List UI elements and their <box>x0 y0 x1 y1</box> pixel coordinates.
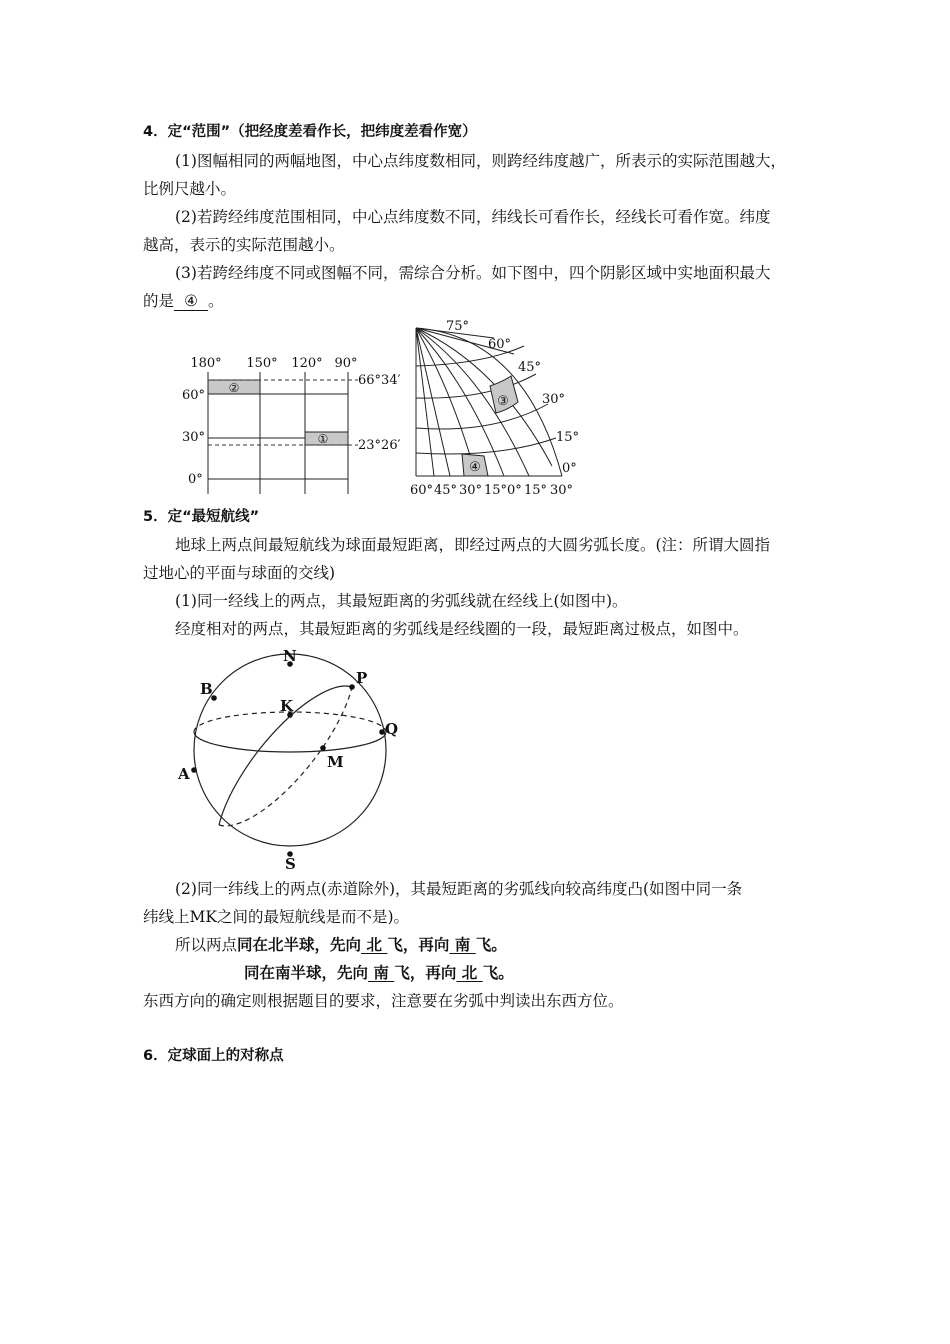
point-m <box>320 745 326 751</box>
rule-prefix: 所以两点 <box>175 936 238 954</box>
south-rule-a: 同在南半球，先向 <box>244 963 369 982</box>
north-rule-b: 飞，再向 <box>387 935 450 954</box>
polar-lat-0: 0° <box>562 461 577 476</box>
lat-label-0: 0° <box>188 472 203 487</box>
paragraph-5-2: (1)同一经线上的两点，其最短距离的劣弧线就在经线上(如图中)。 <box>175 592 628 610</box>
region-2-label: ② <box>228 381 240 395</box>
polar-lat-15: 15° <box>556 430 580 445</box>
region-4-label: ④ <box>469 460 481 475</box>
lat-label-30: 30° <box>182 430 206 445</box>
answer-blank: ④ <box>174 292 208 311</box>
north-dir-1: 北 <box>366 935 382 954</box>
tropic-label: 23°26′ <box>358 438 401 453</box>
polar-lat-75: 75° <box>446 319 470 334</box>
south-rule-c: 飞。 <box>482 963 514 982</box>
polar-lat-30: 30° <box>542 392 566 407</box>
lon-label-150: 150° <box>246 356 278 371</box>
region-1-label: ① <box>317 432 329 446</box>
paragraph-5-5: 东西方向的确定则根据题目的要求，注意要在劣弧中判读出东西方位。 <box>143 992 624 1010</box>
polar-quadrant-figure <box>404 316 604 502</box>
arctic-circle-label: 66°34′ <box>358 373 401 388</box>
paragraph-4-2-line1: (2)若跨经纬度范围相同，中心点纬度数不同，纬线长可看作长，经线长可看作宽。纬度 <box>175 208 771 226</box>
paragraph-4-1-line2: 比例尺越小。 <box>143 180 237 198</box>
point-a <box>191 767 197 773</box>
south-rule-b: 飞，再向 <box>394 963 457 982</box>
label-s: S <box>285 855 296 873</box>
paragraph-5-1-line2: 过地心的平面与球面的交线) <box>143 564 336 582</box>
northern-hemisphere-rule <box>175 934 507 956</box>
equator-front <box>194 732 386 752</box>
paragraph-4-3-line2 <box>143 290 224 312</box>
point-p <box>349 684 355 690</box>
label-a: A <box>178 765 190 783</box>
region-3-label: ③ <box>497 394 509 409</box>
polar-lon-60: 60° <box>410 483 434 498</box>
polar-lat-60: 60° <box>488 337 512 352</box>
polar-lon-45: 45° <box>434 483 458 498</box>
label-n: N <box>283 647 297 665</box>
polar-lon-15e: 15° <box>524 483 548 498</box>
paragraph-5-3: 经度相对的两点，其最短距离的劣弧线是经线圈的一段，最短距离过极点，如图中。 <box>175 620 749 638</box>
polar-lat-45: 45° <box>518 360 542 375</box>
paragraph-4-2-line2: 越高，表示的实际范围越小。 <box>143 236 345 254</box>
paragraph-5-1-line1: 地球上两点间最短航线为球面最短距离，即经过两点的大圆劣弧长度。(注：所谓大圆指 <box>175 536 771 554</box>
label-p: P <box>356 669 368 687</box>
north-rule-a: 同在北半球，先向 <box>237 935 362 954</box>
polar-lon-30: 30° <box>459 483 483 498</box>
paragraph-4-1-line1: (1)图幅相同的两幅地图，中心点纬度数相同，则跨经纬度越广，所表示的实际范围越大， <box>175 152 786 170</box>
southern-hemisphere-rule <box>244 962 514 984</box>
lon-label-180: 180° <box>190 356 222 371</box>
paragraph-5-4-line1: (2)同一纬线上的两点(赤道除外)，其最短距离的劣弧线向较高纬度凸(如图中同一条 <box>175 880 743 898</box>
answer-prefix: 的是 <box>143 292 175 310</box>
section-4-heading: 4．定“范围”（把经度差看作长，把纬度差看作宽） <box>143 124 477 140</box>
north-dir-2: 南 <box>454 935 471 954</box>
south-dir-2: 北 <box>461 963 478 982</box>
point-q <box>379 729 385 735</box>
north-rule-c: 飞。 <box>475 935 507 954</box>
section-6-heading: 6．定球面上的对称点 <box>143 1048 284 1064</box>
sphere-great-circle-figure <box>172 644 412 874</box>
label-k: K <box>280 697 294 715</box>
label-m: M <box>327 753 344 771</box>
section-5-heading: 5．定“最短航线” <box>143 509 260 525</box>
polar-lon-30e: 30° <box>550 483 574 498</box>
label-q: Q <box>385 720 399 738</box>
answer-suffix: 。 <box>208 292 224 310</box>
lon-label-90: 90° <box>334 356 358 371</box>
lon-label-120: 120° <box>291 356 323 371</box>
paragraph-4-3-line1: (3)若跨经纬度不同或图幅不同，需综合分析。如下图中，四个阴影区域中实地面积最大 <box>175 264 771 282</box>
label-b: B <box>200 680 213 698</box>
polar-lon-0: 0° <box>507 483 522 498</box>
south-dir-1: 南 <box>373 963 389 982</box>
paragraph-5-4-line2: 纬线上MK之间的最短航线是而不是)。 <box>143 908 409 926</box>
lat-label-60: 60° <box>182 388 206 403</box>
polar-lon-15: 15° <box>484 483 508 498</box>
lat-long-grid-figure <box>178 352 418 502</box>
